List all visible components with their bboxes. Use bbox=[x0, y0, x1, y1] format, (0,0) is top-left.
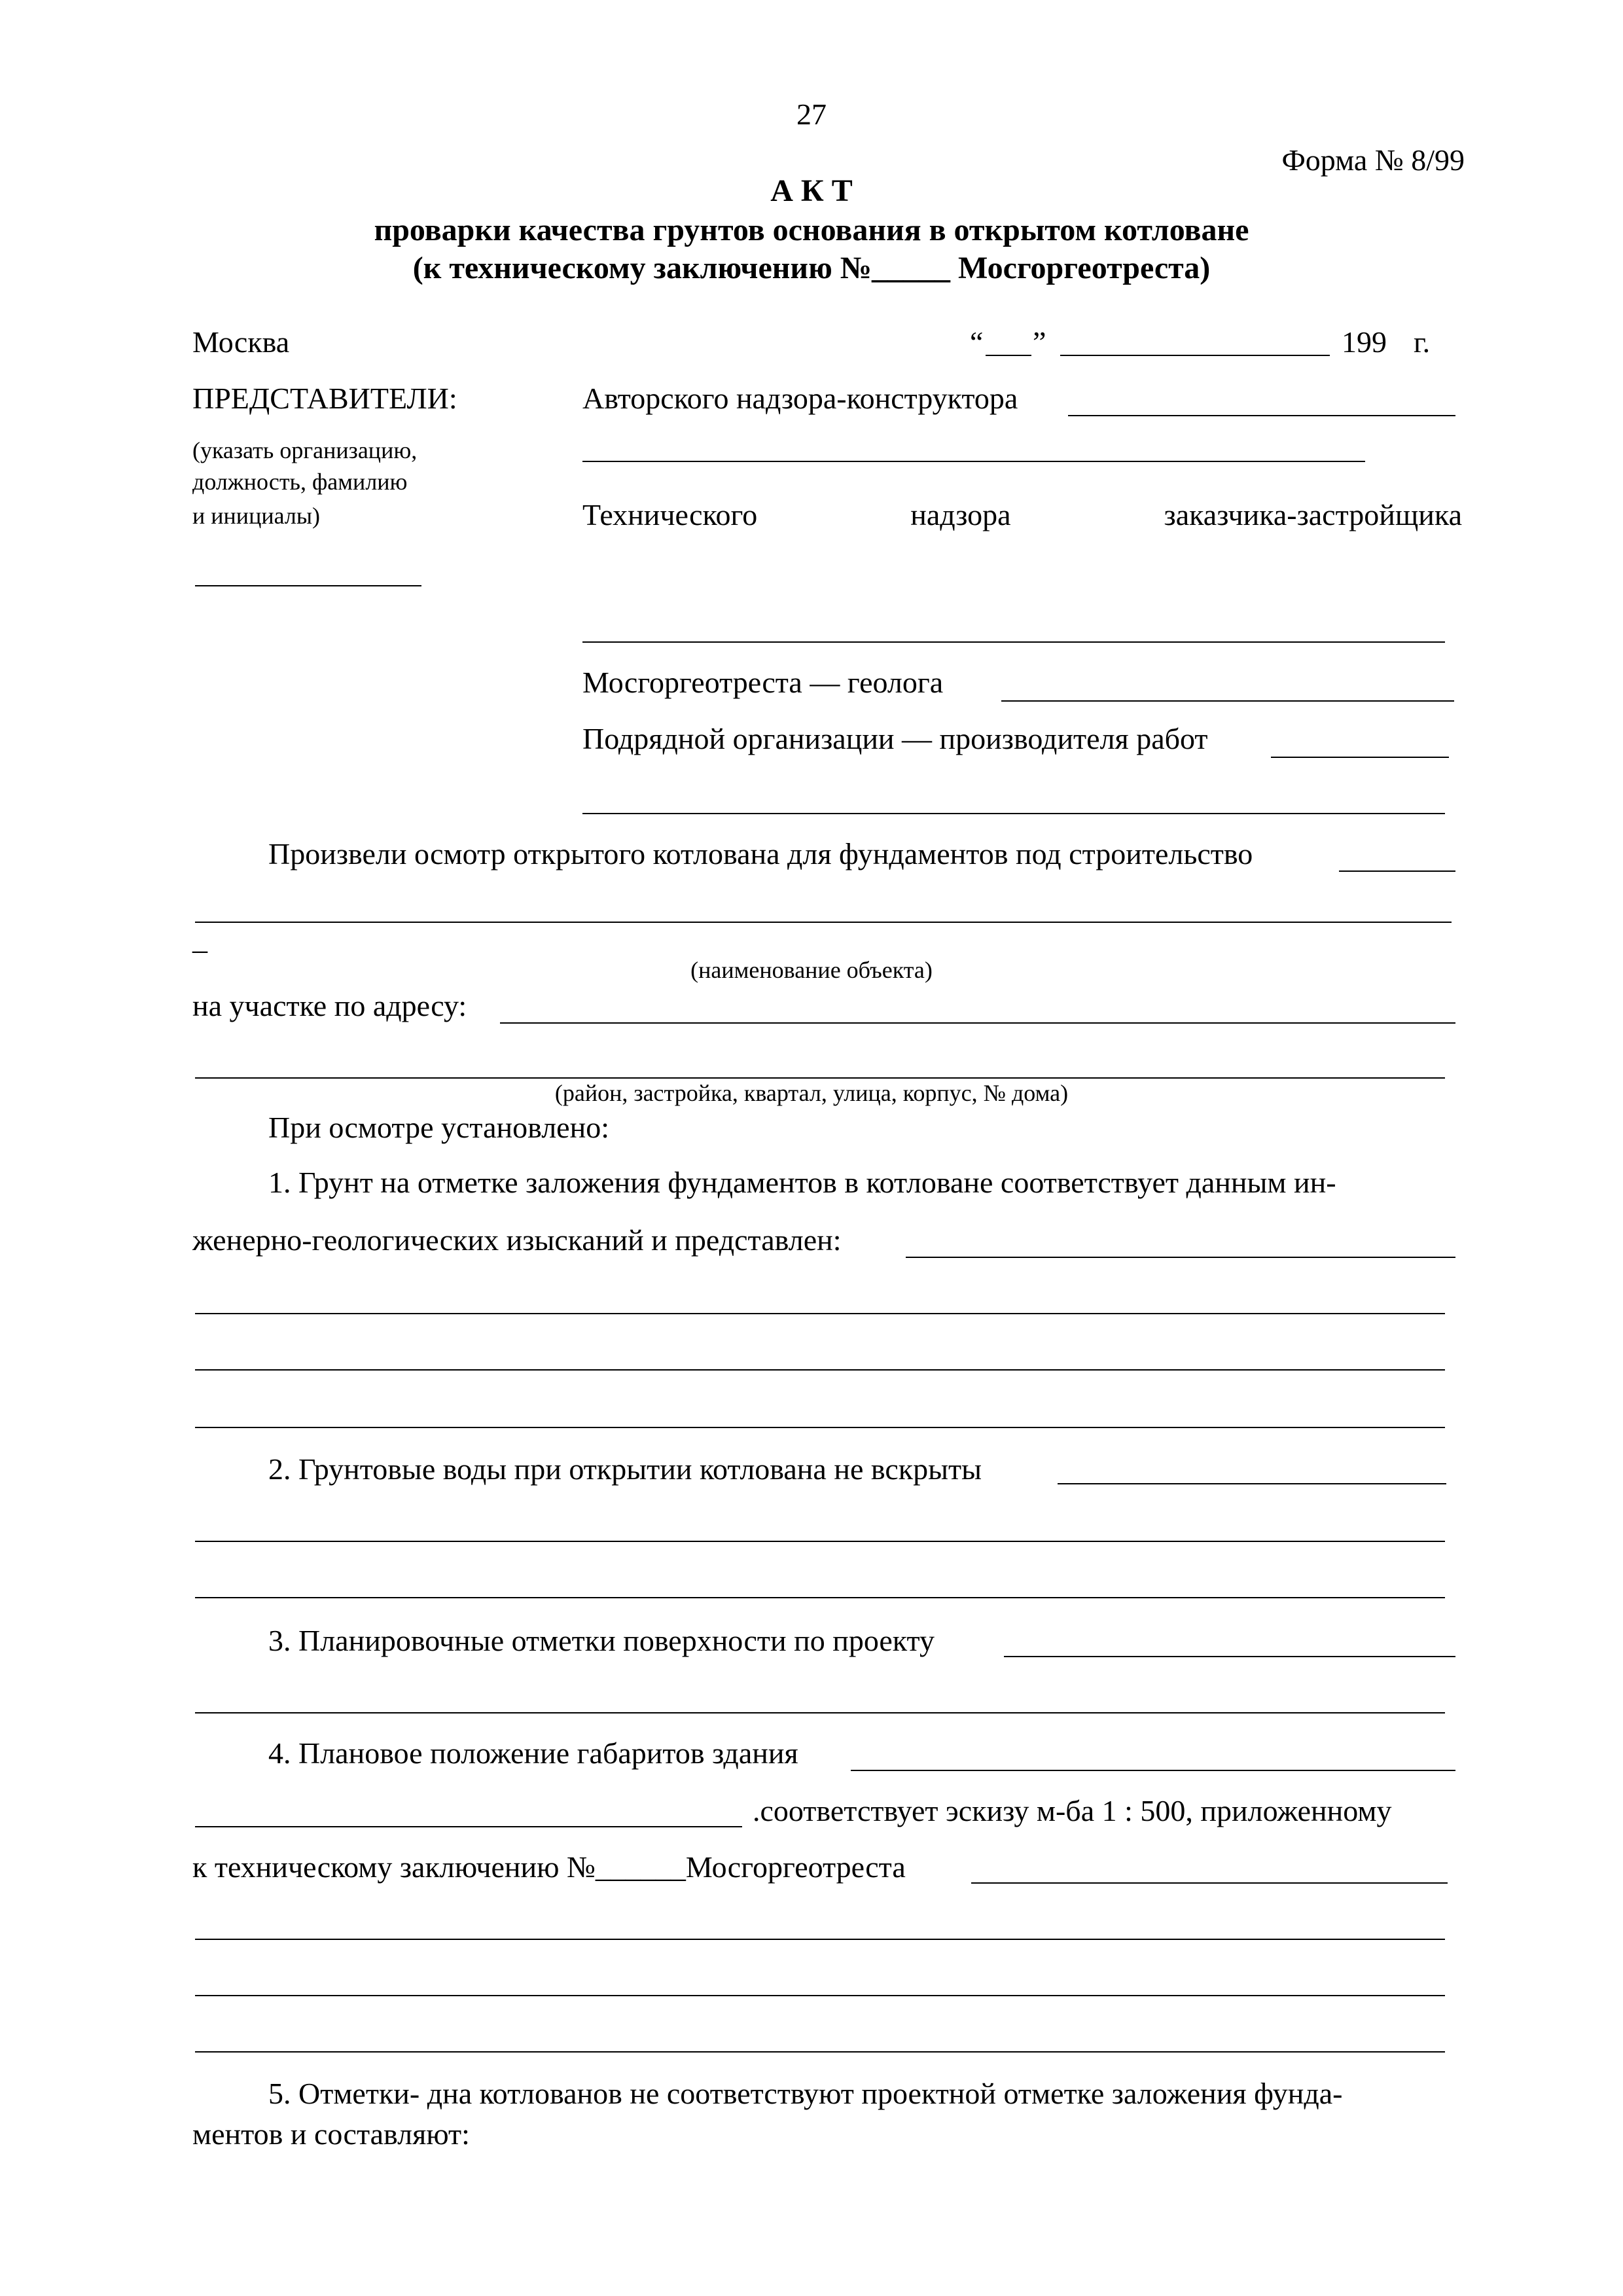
item-4-line-1: 4. Плановое положение габаритов здания bbox=[268, 1736, 798, 1770]
page-number: 27 bbox=[796, 98, 827, 131]
customer-developer-word: заказчика-застройщика bbox=[1164, 498, 1462, 531]
author-supervision-label: Авторского надзора-конструктора bbox=[582, 382, 1018, 415]
item-4-line-a bbox=[195, 1939, 1445, 1940]
date-year-suffix: г. bbox=[1414, 325, 1431, 359]
geologist-label: Мосгоргеотреста — геолога bbox=[582, 666, 944, 699]
established-label: При осмотре установлено: bbox=[268, 1111, 609, 1144]
item-4-line-3: к техническому заключению №______Мосгоргеотреста bbox=[192, 1850, 906, 1884]
form-number: Форма № 8/99 bbox=[1281, 143, 1465, 177]
date-year: 199 bbox=[1342, 325, 1387, 359]
representatives-hint-2: должность, фамилию bbox=[192, 469, 408, 495]
technical-word: Технического bbox=[582, 498, 758, 531]
representatives-hint-1: (указать организацию, bbox=[192, 437, 418, 463]
object-line bbox=[195, 922, 1452, 923]
item-1-line-c bbox=[195, 1427, 1445, 1428]
item-1-fill-line bbox=[906, 1257, 1455, 1258]
technical-supervision-label bbox=[582, 497, 1462, 532]
item-1-line-2: женерно-геологических изысканий и представлен: bbox=[192, 1223, 842, 1257]
representatives-label: ПРЕДСТАВИТЕЛИ: bbox=[192, 382, 457, 415]
item-1-line-b bbox=[195, 1369, 1445, 1371]
contractor-line-2 bbox=[582, 813, 1445, 814]
address-line-2 bbox=[195, 1077, 1445, 1079]
item-5-line-2: ментов и составляют: bbox=[192, 2117, 470, 2151]
inspection-text: Произвели осмотр открытого котлована для фундаментов под строительство bbox=[268, 837, 1253, 870]
document-title: А К Т bbox=[770, 173, 853, 208]
document-subtitle-1: проварки качества грунтов основания в открытом котловане bbox=[374, 213, 1249, 247]
date-quote-close: ” bbox=[1033, 325, 1046, 359]
supervision-word: надзора bbox=[910, 498, 1011, 531]
representatives-hint-3: и инициалы) bbox=[192, 503, 321, 529]
technical-supervision-line bbox=[582, 641, 1445, 643]
item-2-fill-line bbox=[1058, 1483, 1446, 1484]
address-label: на участке по адресу: bbox=[192, 989, 467, 1022]
item-4-fill-line-2 bbox=[195, 1826, 742, 1827]
document-subtitle-2: (к техническому заключению №_____ Мосгоргеотреста) bbox=[412, 251, 1211, 285]
item-2-line-a bbox=[195, 1541, 1445, 1542]
date-day-line bbox=[986, 355, 1031, 356]
item-1-line-a bbox=[195, 1313, 1445, 1314]
item-2-line-b bbox=[195, 1597, 1445, 1598]
item-3-line-a bbox=[195, 1712, 1445, 1713]
author-supervision-line-2 bbox=[582, 461, 1365, 462]
object-name-hint: (наименование объекта) bbox=[690, 957, 933, 983]
item-4-line-b bbox=[195, 1995, 1445, 1996]
address-hint: (район, застройка, квартал, улица, корпус, № дома) bbox=[554, 1080, 1069, 1106]
date-month-line bbox=[1060, 355, 1330, 356]
item-4-line-2: .соответствует эскизу м-ба 1 : 500, приложенному bbox=[753, 1794, 1392, 1827]
item-4-fill-line-1 bbox=[851, 1770, 1455, 1771]
item-3-label: 3. Планировочные отметки поверхности по проекту bbox=[268, 1624, 935, 1657]
item-2-label: 2. Грунтовые воды при открытии котлована не вскрыты bbox=[268, 1452, 982, 1486]
author-supervision-line bbox=[1068, 415, 1455, 416]
object-line-tail bbox=[1339, 870, 1455, 872]
address-line bbox=[500, 1022, 1455, 1024]
date-quote-open: “ bbox=[970, 325, 984, 359]
item-1-line-1: 1. Грунт на отметке заложения фундаментов в котловане соответствует данным ин- bbox=[268, 1166, 1336, 1199]
item-3-fill-line bbox=[1004, 1656, 1455, 1657]
contractor-line bbox=[1271, 757, 1449, 758]
item-4-fill-line-3 bbox=[971, 1882, 1448, 1884]
city: Москва bbox=[192, 325, 290, 359]
geologist-line bbox=[1001, 700, 1454, 702]
item-4-line-c bbox=[195, 2051, 1445, 2053]
item-5-line-1: 5. Отметки- дна котлованов не соответствуют проектной отметке заложения фунда- bbox=[268, 2077, 1343, 2110]
contractor-label: Подрядной организации — производителя работ bbox=[582, 722, 1208, 755]
representatives-hint-line bbox=[195, 585, 421, 586]
dash-mark: _ bbox=[192, 922, 207, 956]
